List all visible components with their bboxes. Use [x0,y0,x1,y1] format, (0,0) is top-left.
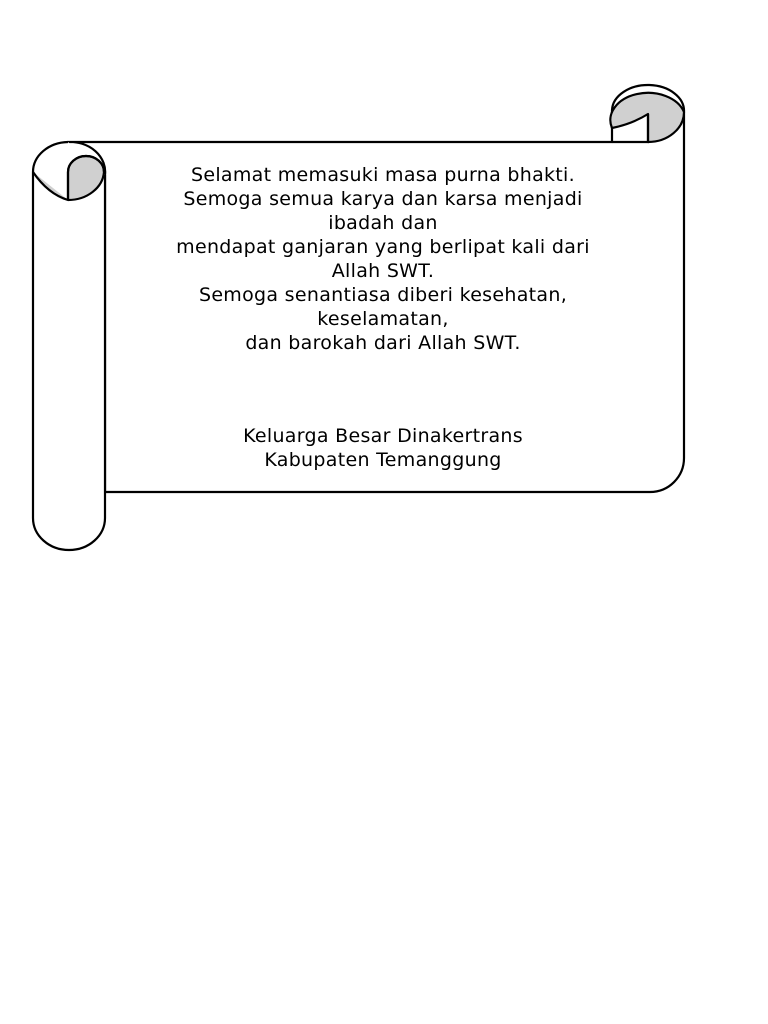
message-line: dan barokah dari Allah SWT. [245,332,521,354]
message-line: Semoga semua karya dan karsa menjadi [183,188,583,210]
message-line: keselamatan, [317,308,449,330]
signature [110,424,656,472]
message-line: Semoga senantiasa diberi kesehatan, [198,284,568,306]
message-line: mendapat ganjaran yang berlipat kali dari [176,236,590,258]
signature-line-organization: Keluarga Besar Dinakertrans [243,425,523,447]
message-line: ibadah dan [328,212,438,234]
left-roll-cylinder [33,142,105,550]
farewell-message [110,163,656,355]
message-line: Selamat memasuki masa purna bhakti. [191,164,575,186]
signature-line-region: Kabupaten Temanggung [264,449,502,471]
message-line: Allah SWT. [331,260,435,282]
